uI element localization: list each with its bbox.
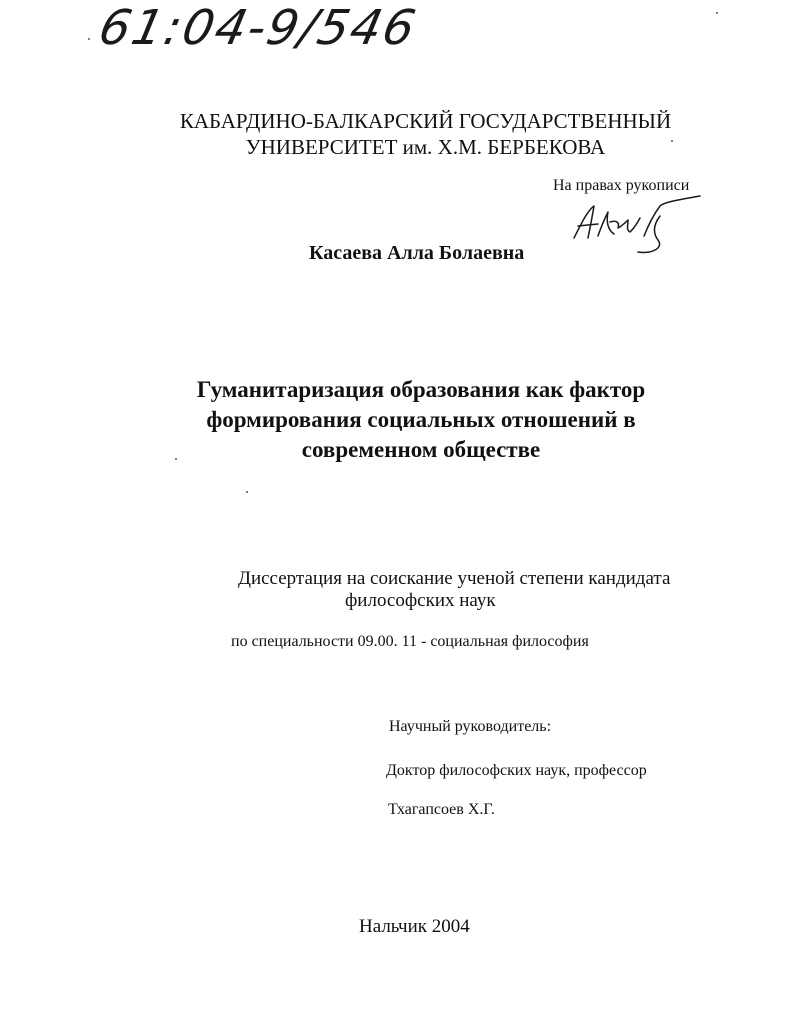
title-line-3: современном обществе [301,437,541,462]
university-name-line-1: КАБАРДИНО-БАЛКАРСКИЙ ГОСУДАРСТВЕННЫЙ [179,109,672,133]
supervisor-degree: Доктор философских наук, профессор [386,762,647,779]
supervisor-name: Тхагапсоев Х.Г. [388,801,495,818]
university-name [0,108,791,160]
dissertation-type-line-2: философских наук [345,590,496,611]
specialty: по специальности 09.00. 11 - социальная философия [231,633,589,650]
scan-speck [246,491,248,493]
author-name: Касаева Алла Болаевна [309,242,525,264]
handwritten-archive-code: 61:04-9/546 [94,0,422,56]
supervisor-label: Научный руководитель: [389,718,552,735]
dissertation-type-line-1: Диссертация на соискание ученой степени кандидата [238,568,671,589]
city-and-year: Нальчик 2004 [359,916,470,937]
rights-note: На правах рукописи [553,177,690,194]
university-name-line-2: УНИВЕРСИТЕТ им. Х.М. БЕРБЕКОВА [245,135,606,159]
scan-speck [88,38,90,40]
dissertation-title [140,375,702,465]
scan-speck [175,458,177,460]
title-line-1: Гуманитаризация образования как фактор [196,377,646,402]
dissertation-type [238,568,670,612]
title-line-2: формирования социальных отношений в [206,407,636,432]
scan-speck [716,12,718,14]
handwritten-signature [568,192,708,260]
scan-speck [671,140,673,142]
